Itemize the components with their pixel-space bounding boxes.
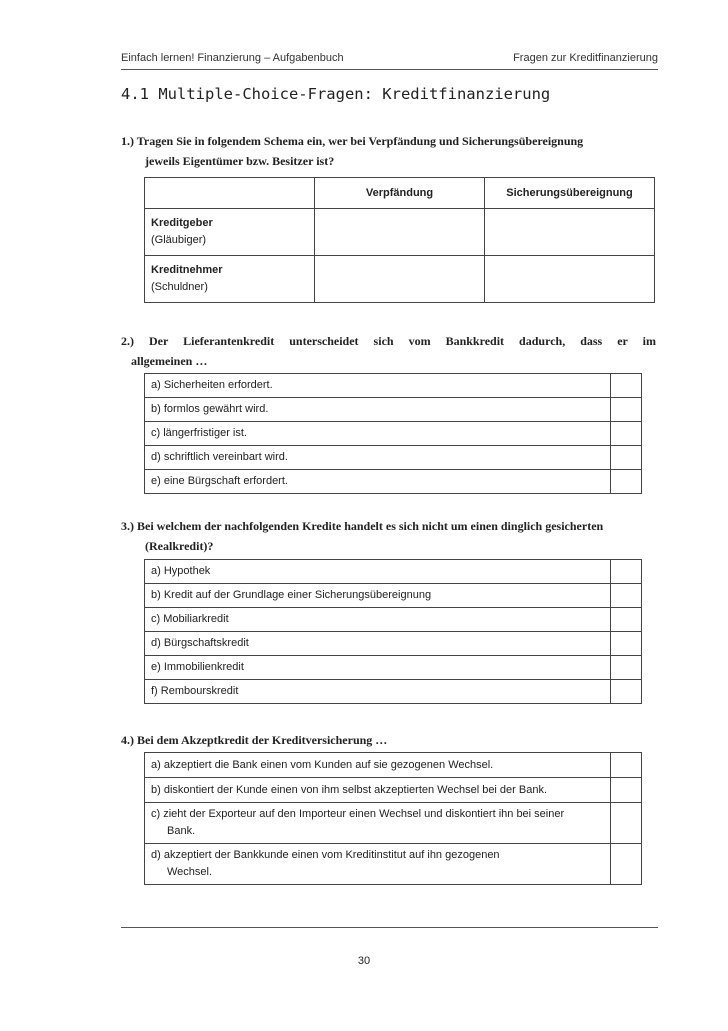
option-row [145,446,642,470]
option-text: e) eine Bürgschaft erfordert. [145,470,611,494]
option-text: a) Sicherheiten erfordert. [145,374,611,398]
option-text: e) Immobilienkredit [145,656,611,680]
option-row [145,680,642,704]
question-3-line-1: 3.) Bei welchem der nachfolgenden Kredite handelt es sich nicht um einen dinglich gesicherten [121,519,604,533]
schema-header-verpfaendung: Verpfändung [315,178,485,209]
option-text-line-1: b) diskontiert der Kunde einen von ihm selbst akzeptierten Wechsel bei der Bank. [151,783,548,796]
option-row [145,422,642,446]
question-2 [121,331,656,371]
option-text: b) formlos gewährt wird. [145,398,611,422]
schema-table [144,177,655,303]
schema-row-label [145,209,315,256]
schema-header-empty [145,178,315,209]
question-4-options [144,752,642,885]
answer-checkbox[interactable] [611,680,642,704]
answer-checkbox[interactable] [611,446,642,470]
question-1-line-2: jeweils Eigentümer bzw. Besitzer ist? [145,154,335,168]
option-text [145,803,611,844]
question-3-line-2: (Realkredit)? [145,539,214,553]
option-text: d) Bürgschaftskredit [145,632,611,656]
page-header [121,49,658,69]
schema-row-label-sub: (Schuldner) [151,281,208,293]
answer-checkbox[interactable] [611,560,642,584]
header-divider [121,69,658,70]
option-text [145,753,611,778]
option-row [145,560,642,584]
option-text-line-1: a) akzeptiert die Bank einen vom Kunden auf sie gezogenen Wechsel. [151,758,494,771]
option-text: c) Mobiliarkredit [145,608,611,632]
question-1 [121,131,583,171]
schema-row-kreditgeber [145,209,655,256]
answer-checkbox[interactable] [611,803,642,844]
option-text [145,844,611,885]
schema-row-kreditnehmer [145,256,655,303]
schema-cell-kreditnehmer-verpfaendung[interactable] [315,256,485,303]
option-text-line-2: Bank. [167,825,196,837]
option-text-line-1: d) akzeptiert der Bankkunde einen vom Kreditinstitut auf ihn gezogenen [151,849,500,861]
answer-checkbox[interactable] [611,398,642,422]
option-text: b) Kredit auf der Grundlage einer Sicherungsübereignung [145,584,611,608]
header-book-title: Einfach lernen! Finanzierung – Aufgabenbuch [121,52,344,64]
option-text-line-1: c) zieht der Exporteur auf den Importeur einen Wechsel und diskontiert ihn bei seiner [151,808,565,820]
option-row [145,374,642,398]
option-row [145,778,642,803]
option-row [145,803,642,844]
answer-checkbox[interactable] [611,778,642,803]
question-2-options [144,373,642,494]
question-2-line-1: 2.) Der Lieferantenkredit unterscheidet sich vom Bankkredit dadurch, dass er im [121,334,656,348]
option-text-line-2: Wechsel. [167,866,213,878]
answer-checkbox[interactable] [611,422,642,446]
option-row [145,632,642,656]
section-title: 4.1 Multiple-Choice-Fragen: Kreditfinanzierung [121,85,551,103]
option-text: d) schriftlich vereinbart wird. [145,446,611,470]
schema-cell-kreditgeber-verpfaendung[interactable] [315,209,485,256]
header-chapter-title: Fragen zur Kreditfinanzierung [513,52,658,64]
schema-header-row [145,178,655,209]
answer-checkbox[interactable] [611,584,642,608]
question-4-line-1: 4.) Bei dem Akzeptkredit der Kreditversicherung … [121,733,388,747]
option-row [145,584,642,608]
option-text: c) längerfristiger ist. [145,422,611,446]
option-text: f) Rembourskredit [145,680,611,704]
page-number: 30 [357,955,371,967]
schema-row-label [145,256,315,303]
option-row [145,398,642,422]
schema-row-label-sub: (Gläubiger) [151,234,207,246]
question-2-line-2: allgemeinen … [131,354,208,368]
question-4 [121,730,387,750]
schema-row-label-main: Kreditnehmer [151,264,223,276]
answer-checkbox[interactable] [611,608,642,632]
footer-divider [121,927,658,928]
answer-checkbox[interactable] [611,470,642,494]
answer-checkbox[interactable] [611,632,642,656]
option-row [145,844,642,885]
answer-checkbox[interactable] [611,374,642,398]
answer-checkbox[interactable] [611,656,642,680]
answer-checkbox[interactable] [611,753,642,778]
question-3-options [144,559,642,704]
question-3 [121,516,603,556]
schema-cell-kreditgeber-sicherungsuebereignung[interactable] [485,209,655,256]
option-row [145,608,642,632]
option-row [145,470,642,494]
option-text: a) Hypothek [145,560,611,584]
option-row [145,656,642,680]
schema-row-label-main: Kreditgeber [151,217,213,229]
schema-cell-kreditnehmer-sicherungsuebereignung[interactable] [485,256,655,303]
question-1-line-1: 1.) Tragen Sie in folgendem Schema ein, wer bei Verpfändung und Sicherungsübereignung [121,134,584,148]
option-row [145,753,642,778]
answer-checkbox[interactable] [611,844,642,885]
schema-header-sicherungsuebereignung: Sicherungsübereignung [485,178,655,209]
option-text [145,778,611,803]
